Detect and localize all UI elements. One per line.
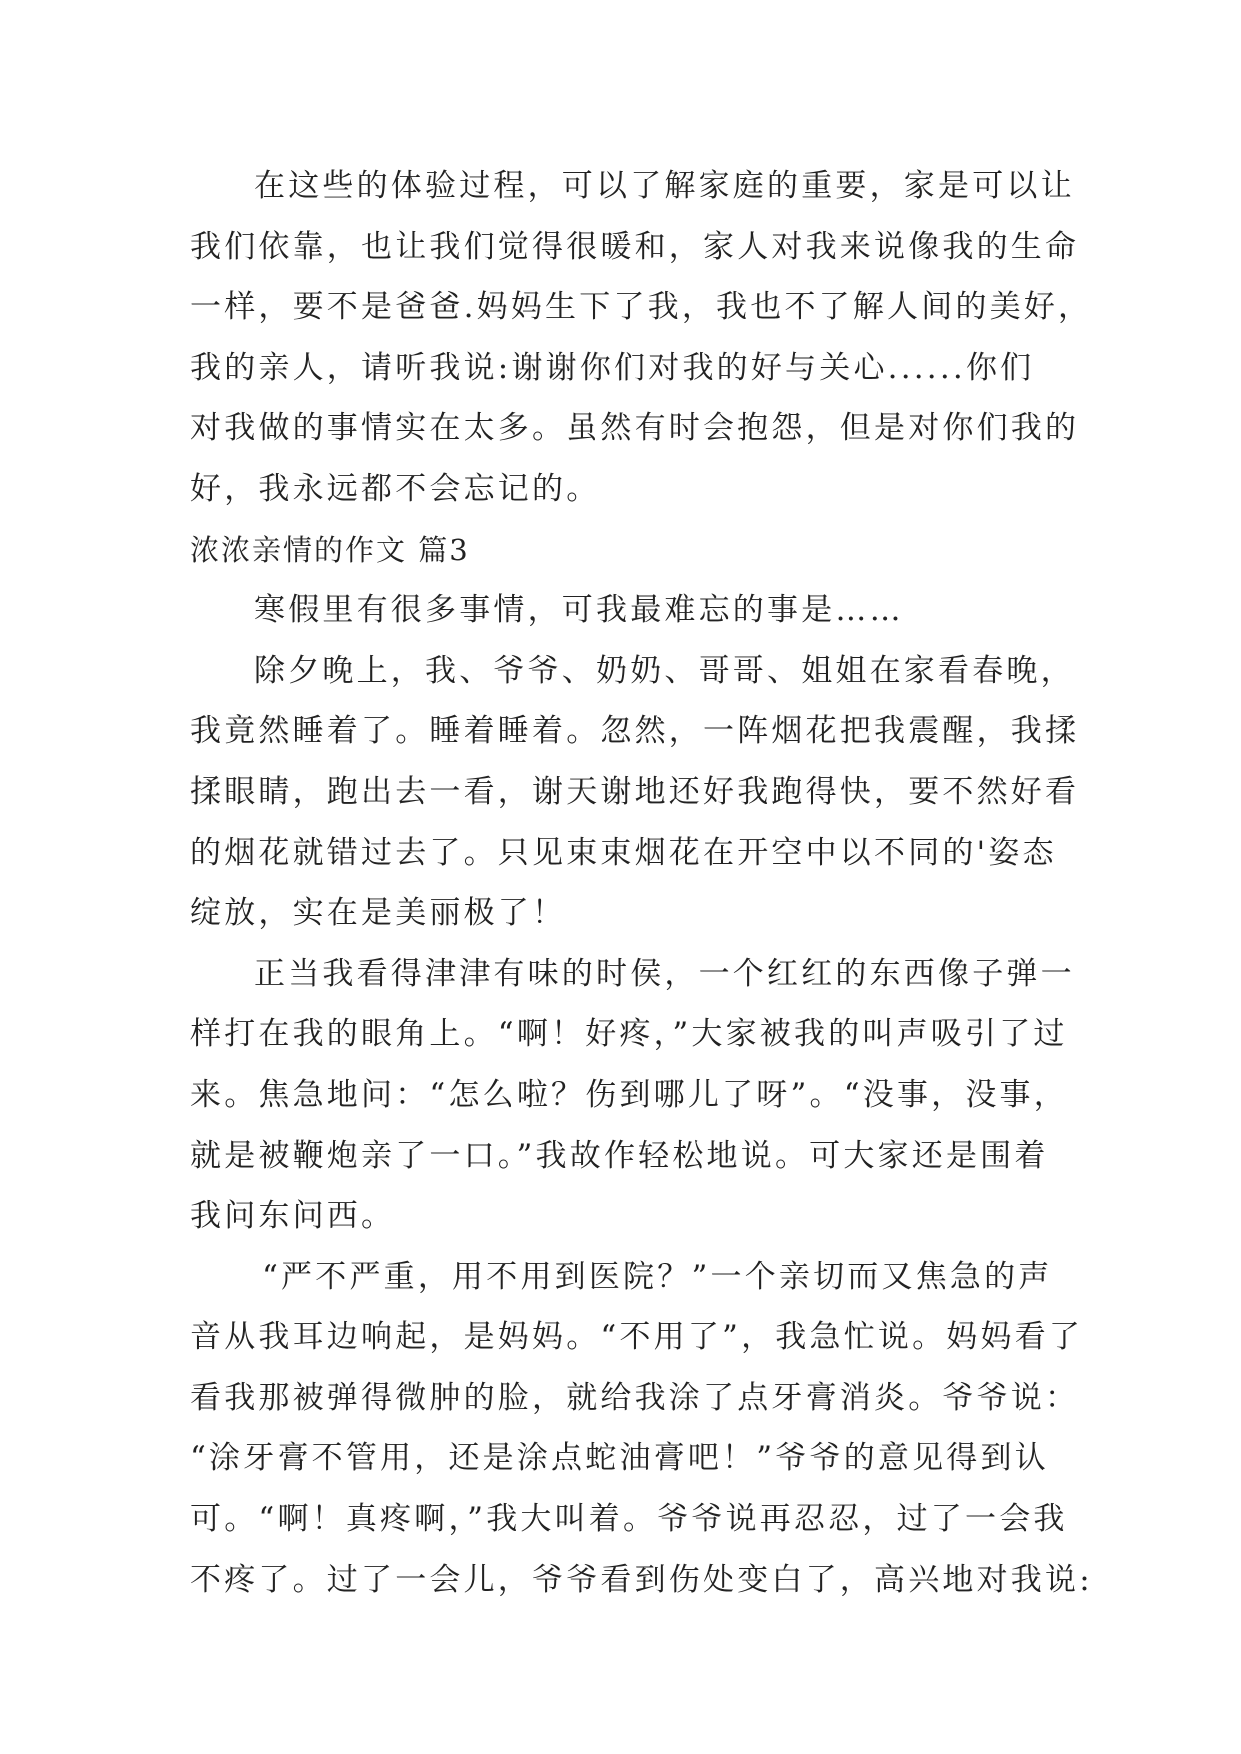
text-line: 我的亲人，请听我说:谢谢你们对我的好与关心......你们 <box>190 349 1035 386</box>
text-line: 在这些的体验过程，可以了解家庭的重要，家是可以让 <box>254 168 1075 204</box>
text-line: 样打在我的眼角上。“啊！好疼，”大家被我的叫声吸引了过 <box>190 1016 1068 1053</box>
text-line: “涂牙膏不管用，还是涂点蛇油膏吧！”爷爷的意见得到认 <box>190 1440 1049 1477</box>
text-line: 我们依靠，也让我们觉得很暖和，家人对我来说像我的生命 <box>190 228 1080 265</box>
paragraph-mother <box>190 1247 1093 1611</box>
section-heading: 浓浓亲情的作文 篇3 <box>190 532 470 567</box>
paragraph-family-importance <box>190 156 1093 520</box>
text-line: 可。“啊！真疼啊，”我大叫着。爷爷说再忍忍，过了一会我 <box>190 1501 1068 1538</box>
text-line: 我竟然睡着了。睡着睡着。忽然，一阵烟花把我震醒，我揉 <box>190 713 1080 750</box>
text-line: 揉眼睛，跑出去一看，谢天谢地还好我跑得快，要不然好看 <box>190 773 1080 810</box>
text-line: 绽放，实在是美丽极了！ <box>190 895 567 932</box>
text-line: 正当我看得津津有味的时侯，一个红红的东西像子弹一 <box>254 955 1075 992</box>
text-line: 寒假里有很多事情，可我最难忘的事是…… <box>254 592 904 629</box>
text-line: 音从我耳边响起，是妈妈。“不用了”，我急忙说。妈妈看了 <box>190 1319 1084 1356</box>
text-line: 我问东问西。 <box>190 1198 396 1235</box>
text-line: 对我做的事情实在太多。虽然有时会抱怨，但是对你们我的 <box>190 410 1080 447</box>
text-line: 看我那被弹得微肿的脸，就给我涂了点牙膏消炎。爷爷说： <box>190 1379 1080 1416</box>
text-line: 的烟花就错过去了。只见束束烟花在开空中以不同的'姿态 <box>190 834 1057 871</box>
paragraph-firecracker <box>190 944 1090 1247</box>
text-line: 不疼了。过了一会儿，爷爷看到伤处变白了，高兴地对我说: <box>190 1561 1093 1598</box>
text-line: 就是被鞭炮亲了一口。”我故作轻松地说。可大家还是围着 <box>190 1137 1049 1174</box>
paragraph-intro <box>190 580 1090 641</box>
paragraph-new-years-eve <box>190 641 1090 944</box>
text-line: 好，我永远都不会忘记的。 <box>190 470 601 507</box>
document-body <box>190 156 1093 1610</box>
text-line: 除夕晚上，我、爷爷、奶奶、哥哥、姐姐在家看春晚， <box>254 652 1075 689</box>
text-line: 一样，要不是爸爸.妈妈生下了我，我也不了解人间的美好， <box>190 289 1093 326</box>
text-line: “严不严重，用不用到医院？”一个亲切而又焦急的声 <box>262 1258 1053 1295</box>
text-line: 来。焦急地问：“怎么啦？伤到哪儿了呀”。“没事，没事， <box>190 1076 1068 1113</box>
